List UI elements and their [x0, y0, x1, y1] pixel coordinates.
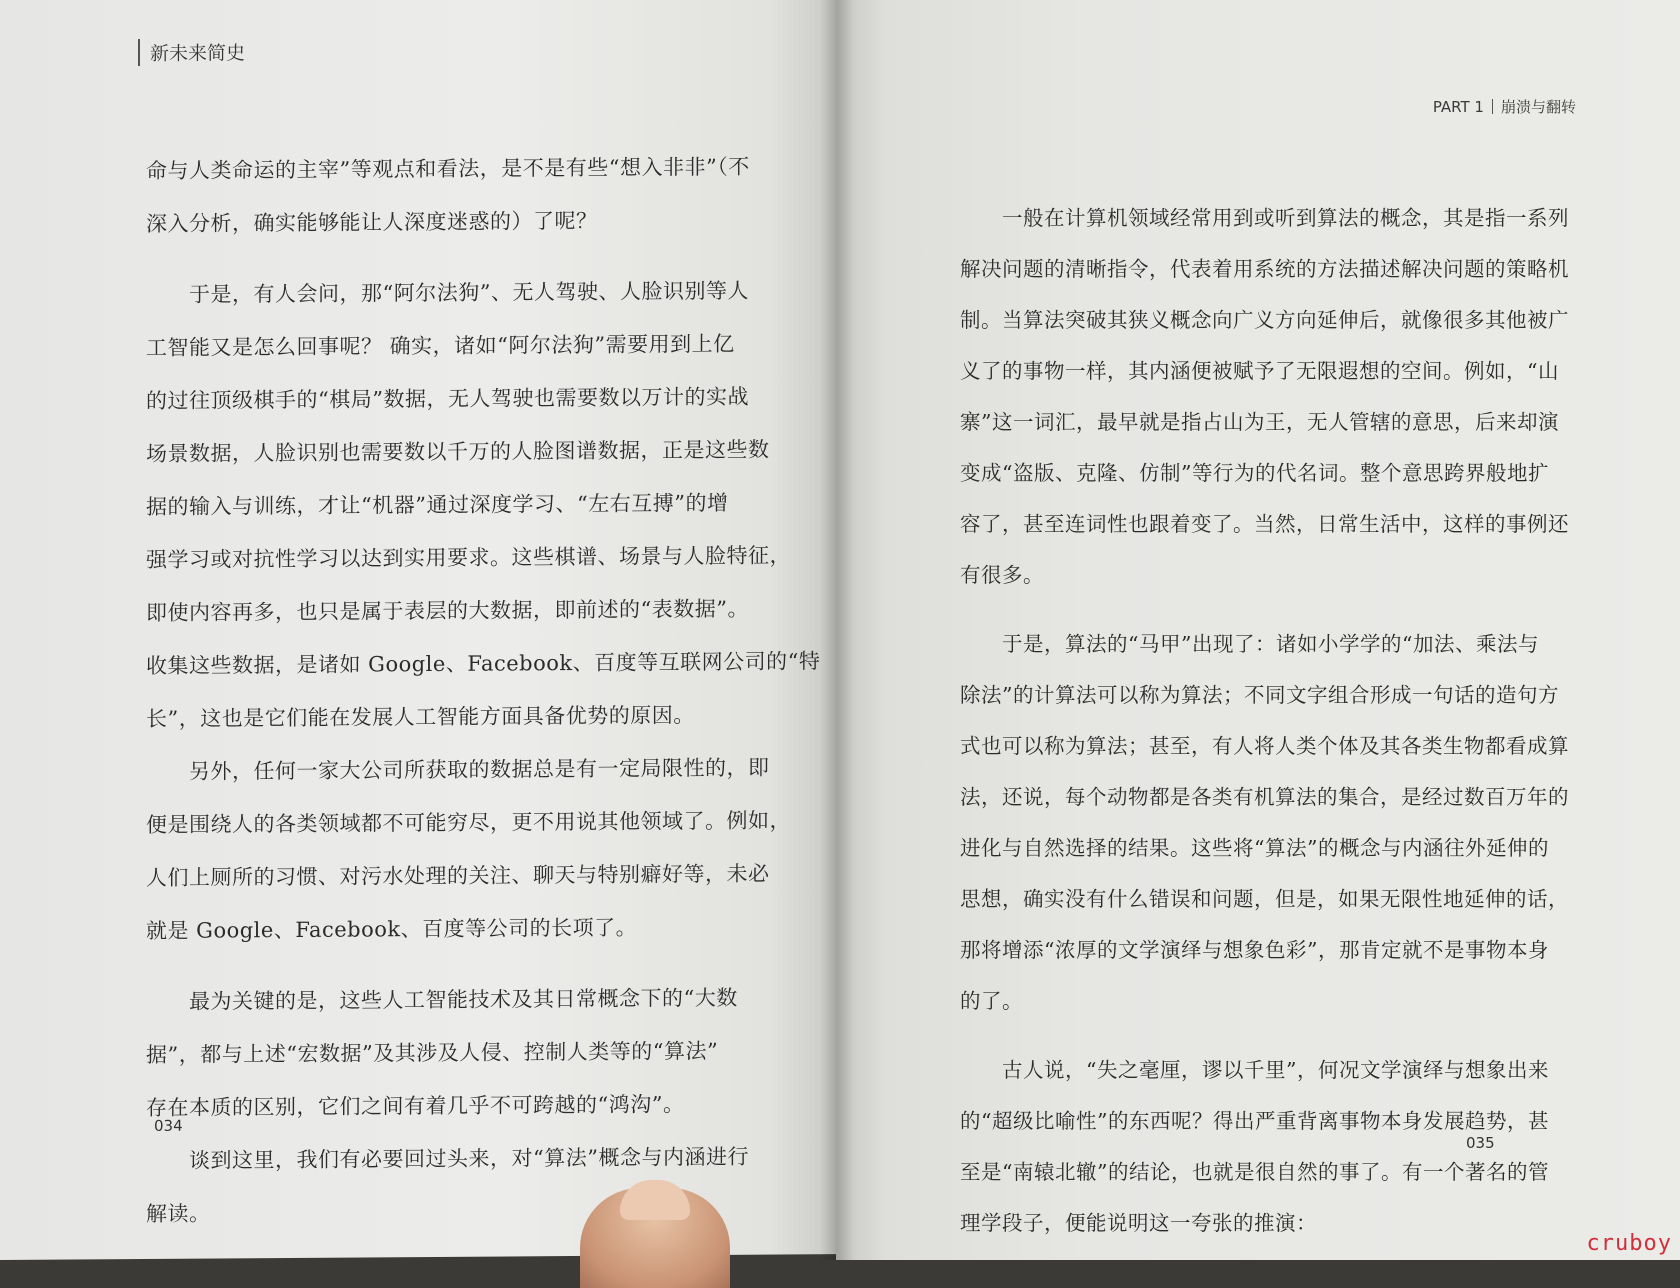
text-line: 义了的事物一样，其内涵便被赋予了无限遐想的空间。例如，“山 [960, 359, 1559, 383]
text-line: 法，还说，每个动物都是各类有机算法的集合，是经过数百万年的 [960, 785, 1569, 809]
text-line: 收集这些数据，是诸如 Google、Facebook、百度等互联网公司的“特 [146, 649, 821, 678]
text-line: 深入分析，确实能够能让人深度迷惑的）了呢？ [146, 208, 598, 236]
text-line: 有很多。 [960, 563, 1044, 587]
text-line: 于是，算法的“马甲”出现了：诸如小学学的“加法、乘法与 [960, 632, 1539, 656]
text-line: 容了，甚至连词性也跟着变了。当然，日常生活中，这样的事例还 [960, 512, 1569, 536]
text-line: 解决问题的清晰指令，代表着用系统的方法描述解决问题的策略机 [960, 257, 1569, 281]
text-line: 场景数据，人脸识别也需要数以千万的人脸图谱数据，正是这些数 [146, 437, 770, 466]
text-line: 至是“南辕北辙”的结论，也就是很自然的事了。有一个著名的管 [960, 1160, 1549, 1184]
text-line: 便是围绕人的各类领域都不可能穷尽，更不用说其他领域了。例如， [146, 808, 791, 837]
text-line: 谈到这里，我们有必要回过头来，对“算法”概念与内涵进行 [146, 1144, 749, 1173]
text-line: 思想，确实没有什么错误和问题，但是，如果无限性地延伸的话， [960, 887, 1569, 911]
text-line: 命与人类命运的主宰”等观点和看法，是不是有些“想入非非”（不 [146, 154, 750, 183]
text-line: 于是，有人会问，那“阿尔法狗”、无人驾驶、人脸识别等人 [146, 278, 749, 307]
text-line: 最为关键的是，这些人工智能技术及其日常概念下的“大数 [146, 985, 738, 1014]
right-body-text [960, 205, 1569, 1260]
text-line: 据”，都与上述“宏数据”及其涉及人侵、控制人类等的“算法” [146, 1038, 719, 1067]
text-line: 另外，任何一家大公司所获取的数据总是有一定局限性的，即 [146, 755, 770, 784]
text-line: 进化与自然选择的结果。这些将“算法”的概念与内涵往外延伸的 [960, 836, 1549, 860]
text-line: 式也可以称为算法；甚至，有人将人类个体及其各类生物都看成算 [960, 734, 1569, 758]
text-line: 长”，这也是它们能在发展人工智能方面具备优势的原因。 [146, 703, 695, 731]
text-line: 制。当算法突破其狭义概念向广义方向延伸后，就像很多其他被广 [960, 308, 1569, 332]
text-line: 古人说，“失之毫厘，谬以千里”，何况文学演绎与想象出来 [960, 1058, 1549, 1082]
text-line: 解读。 [146, 1201, 211, 1226]
text-line: 人们上厕所的习惯、对污水处理的关注、聊天与特别癖好等，未必 [146, 861, 770, 890]
text-line: 的了。 [960, 989, 1023, 1013]
text-line: 的“超级比喻性”的东西呢？得出严重背离事物本身发展趋势，甚 [960, 1109, 1549, 1133]
watermark-text: cruboy [1586, 1231, 1672, 1256]
text-line: 存在本质的区别，它们之间有着几乎不可跨越的“鸿沟”。 [146, 1092, 685, 1120]
text-line: 的过往顶级棋手的“棋局”数据，无人驾驶也需要数以万计的实战 [146, 384, 749, 413]
text-line: 理学段子，便能说明这一夸张的推演： [960, 1211, 1317, 1235]
left-page [0, 0, 836, 1260]
running-head-chapter: 崩溃与翻转 [1500, 98, 1576, 116]
text-line: 工智能又是怎么回事呢？ 确实，诸如“阿尔法狗”需要用到上亿 [146, 331, 735, 360]
text-line: 那将增添“浓厚的文学演绎与想象色彩”，那肯定就不是事物本身 [960, 938, 1549, 962]
running-head-left: 新未来简史 [138, 38, 245, 66]
text-line: 变成“盗版、克隆、仿制”等行为的代名词。整个意思跨界般地扩 [960, 461, 1549, 485]
text-line: 即使内容再多，也只是属于表层的大数据，即前述的“表数据”。 [146, 596, 749, 625]
text-line: 强学习或对抗性学习以达到实用要求。这些棋谱、场景与人脸特征， [146, 543, 791, 572]
running-head-separator [1492, 99, 1493, 114]
running-head-right [1433, 96, 1576, 117]
paragraph-gap [960, 1039, 1556, 1057]
text-line: 就是 Google、Facebook、百度等公司的长项了。 [146, 915, 638, 943]
left-body-text [146, 153, 821, 1253]
paragraph-gap [960, 613, 1556, 631]
page-number-left: 034 [154, 1116, 183, 1135]
page-number-right: 035 [1466, 1134, 1495, 1152]
book-gutter-shadow [820, 0, 854, 1260]
text-line: 除法”的计算法可以称为算法；不同文字组合形成一句话的造句方 [960, 683, 1559, 707]
running-head-part: PART 1 [1432, 98, 1484, 116]
text-line: 寨”这一词汇，最早就是指占山为王，无人管辖的意思，后来却演 [960, 410, 1559, 434]
text-line: 一般在计算机领域经常用到或听到算法的概念，其是指一系列 [960, 206, 1569, 230]
text-line: 据的输入与训练，才让“机器”通过深度学习、“左右互搏”的增 [146, 490, 729, 519]
right-page [836, 0, 1680, 1260]
